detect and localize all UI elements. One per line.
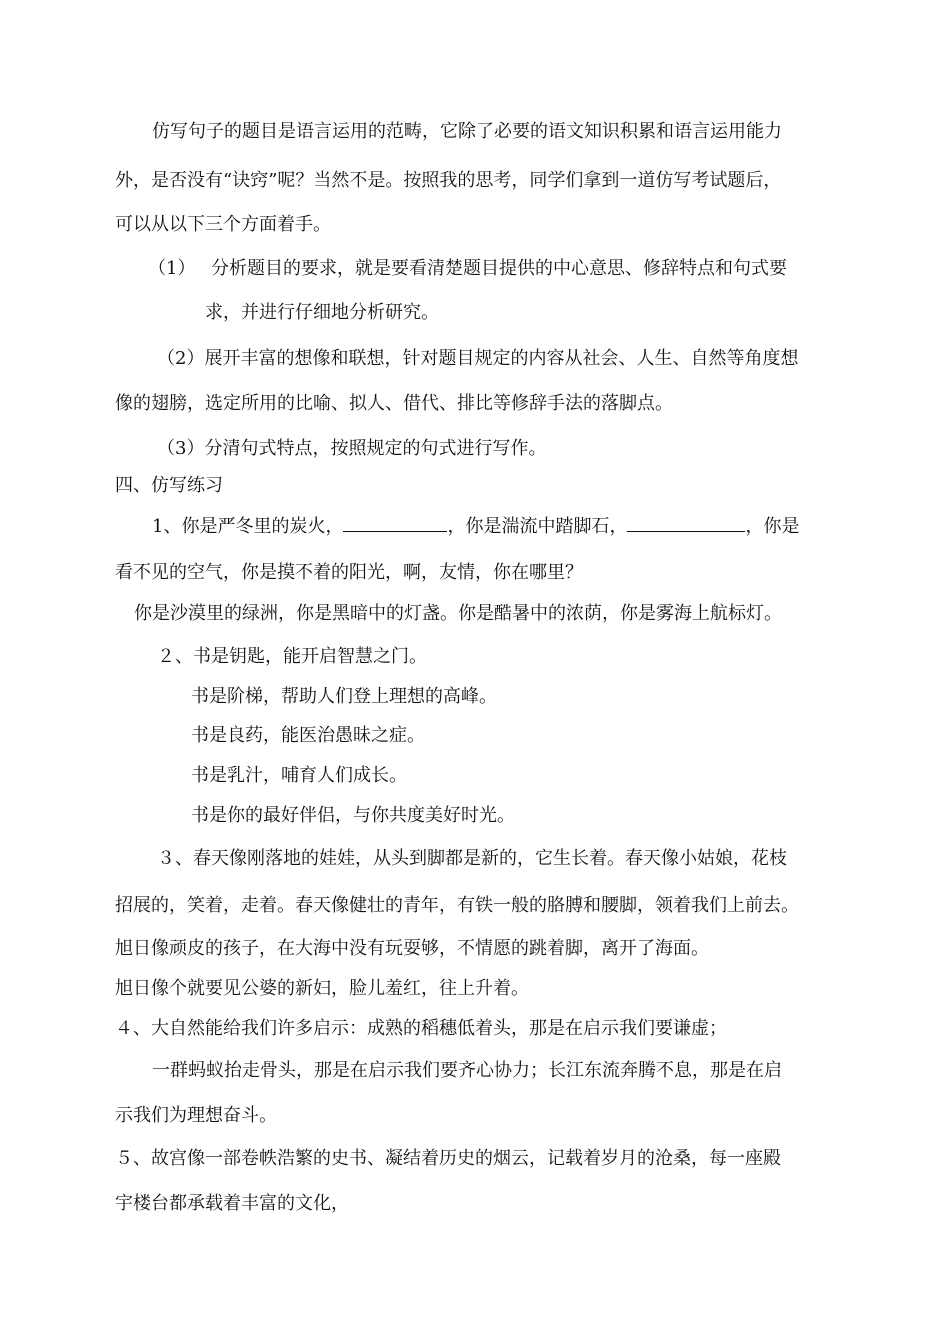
answer-blank-1[interactable] (343, 515, 447, 532)
step-3-line-1: （3）分清句式特点，按照规定的句式进行写作。 (157, 438, 547, 459)
step-1-line-1: 分析题目的要求，就是要看清楚题目提供的中心意思、修辞特点和句式要 (211, 258, 787, 279)
exercise-3-line-1: ３、春天像刚落地的娃娃，从头到脚都是新的，它生长着。春天像小姑娘，花枝 (157, 848, 787, 869)
exercise-5-line-1: ５、故宫像一部卷帙浩繁的史书、凝结着历史的烟云，记载着岁月的沧桑，每一座殿 (115, 1148, 781, 1169)
exercise-3-line-4: 旭日像个就要见公婆的新妇，脸儿羞红，往上升着。 (115, 978, 529, 999)
exercise-1-part-c: ，你是 (745, 516, 800, 537)
exercise-3-line-2: 招展的，笑着，走着。春天像健壮的青年，有铁一般的胳膊和腰脚，领着我们上前去。 (115, 895, 799, 916)
step-2-line-2: 像的翅膀，选定所用的比喻、拟人、借代、排比等修辞手法的落脚点。 (115, 393, 673, 414)
answer-blank-2[interactable] (627, 515, 745, 532)
exercise-1-answer: 你是沙漠里的绿洲，你是黑暗中的灯盏。你是酷暑中的浓荫，你是雾海上航标灯。 (134, 603, 782, 624)
section-heading: 四、仿写练习 (115, 475, 223, 496)
exercise-3-line-3: 旭日像顽皮的孩子，在大海中没有玩耍够，不情愿的跳着脚，离开了海面。 (115, 938, 709, 959)
intro-line-1: 仿写句子的题目是语言运用的范畴，它除了必要的语文知识积累和语言运用能力 (152, 121, 782, 142)
exercise-2-line-1: ２、书是钥匙，能开启智慧之门。 (157, 646, 427, 667)
step-1-line-2: 求，并进行仔细地分析研究。 (205, 302, 439, 323)
exercise-1-part-a: 1、你是严冬里的炭火， (152, 516, 344, 537)
exercise-1-part-b: ，你是湍流中踏脚石， (447, 516, 628, 537)
exercise-2-line-3: 书是良药，能医治愚昧之症。 (191, 725, 425, 746)
exercise-2-line-2: 书是阶梯，帮助人们登上理想的高峰。 (191, 686, 497, 707)
exercise-5-line-2: 宇楼台都承载着丰富的文化， (115, 1193, 349, 1214)
exercise-4-line-3: 示我们为理想奋斗。 (115, 1105, 277, 1126)
step-2-line-1: （2）展开丰富的想像和联想，针对题目规定的内容从社会、人生、自然等角度想 (157, 348, 799, 369)
exercise-4-line-2: 一群蚂蚁抬走骨头，那是在启示我们要齐心协力；长江东流奔腾不息，那是在启 (152, 1060, 782, 1081)
exercise-2-line-5: 书是你的最好伴侣，与你共度美好时光。 (191, 805, 515, 826)
exercise-4-line-1: ４、大自然能给我们许多启示：成熟的稻穗低着头，那是在启示我们要谦虚； (115, 1018, 727, 1039)
exercise-2-line-4: 书是乳汁，哺育人们成长。 (191, 765, 407, 786)
intro-line-2: 外，是否没有“诀窍”呢？当然不是。按照我的思考，同学们拿到一道仿写考试题后， (115, 170, 782, 191)
intro-line-3: 可以从以下三个方面着手。 (115, 214, 331, 235)
step-1-number: （1） (148, 258, 196, 279)
exercise-1-line-1 (152, 515, 799, 537)
exercise-1-line-2: 看不见的空气，你是摸不着的阳光，啊，友情，你在哪里？ (115, 562, 583, 583)
